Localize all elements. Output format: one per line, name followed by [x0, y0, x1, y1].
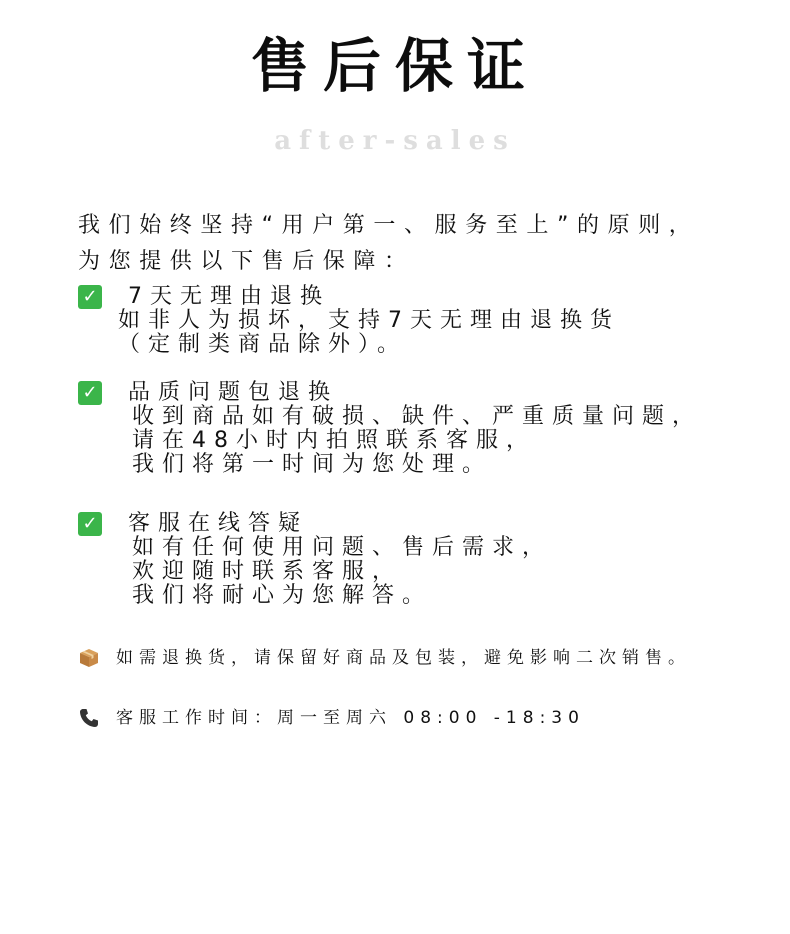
section-heading: 品质问题包退换: [128, 380, 339, 405]
intro-line: 为您提供以下售后保障：: [78, 249, 415, 274]
phone-icon: [78, 707, 100, 729]
check-mark-icon: ✓: [78, 381, 102, 405]
section-line: 我们将第一时间为您处理。: [132, 452, 493, 477]
guarantee-section-online-support: [78, 512, 778, 608]
check-mark-icon: ✓: [78, 512, 102, 536]
page-title: 售后保证: [250, 32, 539, 100]
intro-line: 我们始终坚持“用户第一、服务至上”的原则，: [78, 213, 700, 238]
package-icon: [78, 647, 100, 669]
note-text: 客服工作时间：周一至周六 08:00 -18:30: [116, 708, 585, 728]
section-heading: 客服在线答疑: [128, 511, 309, 536]
section-line: （定制类商品除外）。: [118, 332, 408, 357]
section-line: 如非人为损坏，支持7天无理由退换货: [118, 308, 620, 333]
section-line: 收到商品如有破损、缺件、严重质量问题，: [132, 404, 703, 429]
intro-paragraph: [78, 208, 778, 280]
section-line: 如有任何使用问题、售后需求，: [132, 535, 553, 560]
guarantee-section-7-day-return: [78, 285, 778, 357]
guarantee-section-quality-issue: [78, 381, 778, 477]
check-mark-icon: ✓: [78, 285, 102, 309]
section-line: 请在48小时内拍照联系客服，: [132, 428, 536, 453]
service-hours-note: [78, 706, 778, 730]
return-packaging-note: [78, 646, 778, 670]
page-subtitle: after-sales: [274, 126, 516, 156]
note-text: 如需退换货，请保留好商品及包装，避免影响二次销售。: [116, 648, 691, 668]
section-line: 我们将耐心为您解答。: [132, 583, 433, 608]
section-line: 欢迎随时联系客服，: [132, 559, 403, 584]
section-heading: 7天无理由退换: [128, 284, 330, 309]
